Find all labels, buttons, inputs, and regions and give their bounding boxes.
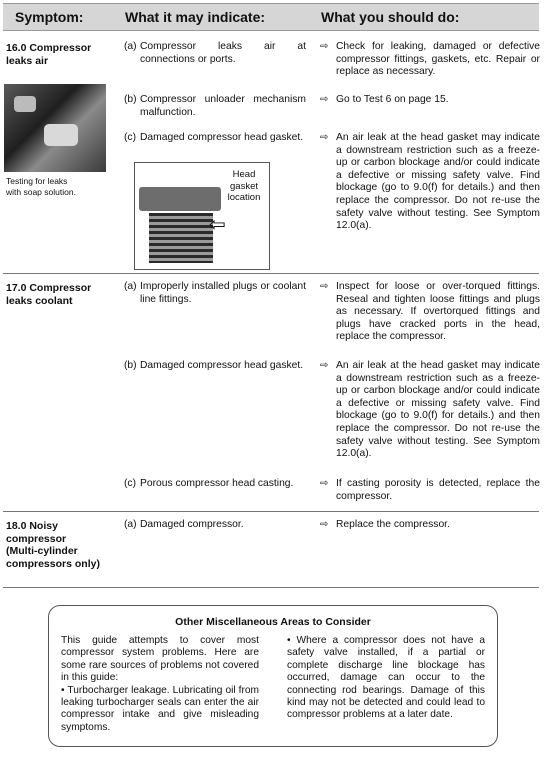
- action-text: Go to Test 6 on page 15.: [336, 94, 449, 105]
- head-gasket-photo: [134, 162, 270, 270]
- arrow-right-icon: ⇨: [320, 519, 329, 530]
- row-divider: [3, 511, 539, 512]
- indication-text: Compressor leaks air at connections or ports.: [140, 41, 306, 65]
- item-label: (c): [124, 132, 137, 143]
- soap-test-photo: [4, 84, 106, 172]
- indication-text: Damaged compressor.: [140, 519, 244, 530]
- indication-text: Improperly installed plugs or coolant line fittings.: [140, 281, 306, 305]
- item-label: (c): [124, 478, 137, 489]
- misc-right-column: [287, 635, 485, 722]
- photo-callout: Head gasket location: [227, 169, 261, 203]
- header-do: What you should do:: [321, 9, 460, 25]
- indication-text: Porous compressor head casting.: [140, 478, 294, 489]
- symptom-18: 18.0 Noisy compressor (Multi-cylinder compressors only): [6, 520, 100, 570]
- arrow-right-icon: ⇨: [320, 281, 329, 292]
- action-text: Inspect for loose or over-torqued fittings. Reseal and tighten loose fittings and plugs as necessary. If overtorqued fittings and plugs have cracked ports in the head, replace the compressor.: [336, 281, 540, 343]
- misc-title: Other Miscellaneous Areas to Consider: [175, 616, 371, 628]
- arrow-right-icon: ⇨: [320, 360, 329, 371]
- action-text: If casting porosity is detected, replace the compressor.: [336, 478, 540, 502]
- photo-caption: Testing for leaks with soap solution.: [6, 176, 76, 197]
- header-indicate: What it may indicate:: [125, 9, 266, 25]
- arrow-right-icon: ⇨: [320, 478, 329, 489]
- item-label: (a): [124, 41, 137, 52]
- misc-intro: This guide attempts to cover most compressor system problems. Here are some rare sources of problems not covered in this guide:: [61, 635, 259, 684]
- arrow-right-icon: ⇨: [320, 132, 329, 143]
- row-divider: [3, 273, 539, 274]
- item-label: (b): [124, 360, 137, 371]
- action-text: An air leak at the head gasket may indicate a downstream restriction such as a freeze-up or carbon blockage and/or could indicate a defective or missing safety valve. Find blockage (go to 9.0(f) for details.) and then replace the compressor. Do not re-use the safety valve without testing. See Symptom 12.0(a).: [336, 132, 540, 232]
- pointer-arrow-icon: ⇦: [209, 214, 226, 236]
- indication-text: Damaged compressor head gasket.: [140, 132, 304, 143]
- symptom-17: 17.0 Compressor leaks coolant: [6, 282, 92, 307]
- item-label: (b): [124, 94, 137, 105]
- symptom-16: 16.0 Compressor leaks air: [6, 42, 92, 67]
- misc-areas-box: [48, 605, 498, 747]
- table-header: [3, 3, 539, 31]
- misc-left-column: [61, 635, 259, 734]
- item-label: (a): [124, 519, 137, 530]
- action-text: An air leak at the head gasket may indicate a downstream restriction such as a freeze-up or carbon blockage and/or could indicate a defective or missing safety valve. Find blockage (go to 9.0(f) for details.) and then replace the compressor. Do not re-use the safety valve without testing. See Symptom 12.0(a).: [336, 360, 540, 460]
- row-divider: [3, 587, 539, 588]
- misc-bullet-safety-valve: • Where a compressor does not have a safety valve installed, if a partial or complete discharge line blockage has occurred, damage can occur to the connecting rod bearings. Damage of this kind may not be detected and could lead to compressor problems at a later date.: [287, 635, 485, 721]
- header-symptom: Symptom:: [15, 9, 84, 25]
- item-label: (a): [124, 281, 137, 292]
- misc-bullet-turbo: • Turbocharger leakage. Lubricating oil from leaking turbocharger seals can enter the air compressor intake and give misleading symptoms.: [61, 684, 259, 733]
- action-text: Check for leaking, damaged or defective compressor fittings, gaskets, etc. Repair or replace as necessary.: [336, 41, 540, 78]
- action-text: Replace the compressor.: [336, 519, 450, 530]
- arrow-right-icon: ⇨: [320, 41, 329, 52]
- indication-text: Compressor unloader mechanism malfunction.: [140, 94, 306, 118]
- arrow-right-icon: ⇨: [320, 94, 329, 105]
- indication-text: Damaged compressor head gasket.: [140, 360, 304, 371]
